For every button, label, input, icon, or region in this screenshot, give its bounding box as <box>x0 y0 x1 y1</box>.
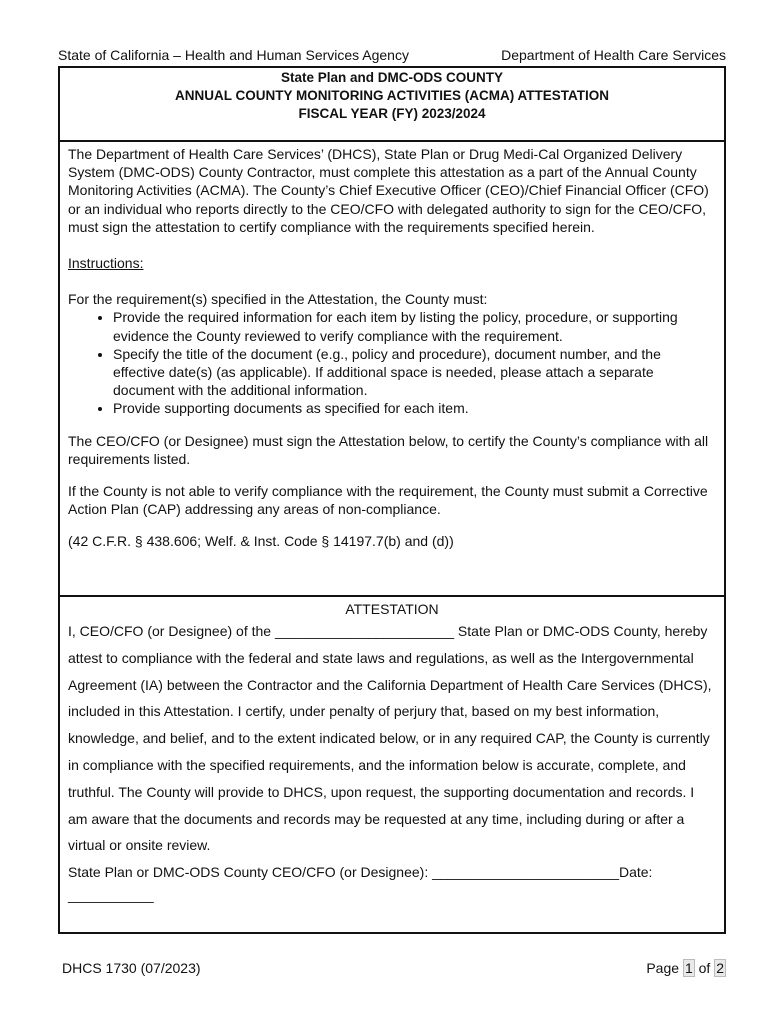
instructions-lead: For the requirement(s) specified in the Attestation, the County must: <box>68 291 488 308</box>
instructions-label: Instructions: <box>68 255 144 272</box>
legal-citation: (42 C.F.R. § 438.606; Welf. & Inst. Code § 14197.7(b) and (d)) <box>68 533 454 550</box>
page-of-label: of <box>698 960 711 976</box>
attestation-statement: I, CEO/CFO (or Designee) of the _______________________ State Plan or DMC-ODS County, hereby attest to compliance with the federal and state laws and regulations, as well as the Intergovernmental Agreement (IA) between the Contractor and the California Department of Health Care Services (DHCS), included in this Attestation. I certify, under penalty of perjury that, based on my best information, knowledge, and belief, and to the extent indicated below, or in any required CAP, the County is currently in compliance with the specified requirements, and the information below is accurate, complete, and truthful. The County will provide to DHCS, upon request, the supporting documentation and records. I am aware that the documents and records may be requested at any time, including during or after a virtual or onsite review. <box>68 623 712 854</box>
ceo-paragraph: The CEO/CFO (or Designee) must sign the Attestation below, to certify the County’s compliance with all requirements listed. <box>68 432 709 467</box>
intro-section <box>60 142 724 597</box>
department-name: Department of Health Care Services <box>501 47 726 63</box>
attestation-heading: ATTESTATION <box>345 601 439 617</box>
page-indicator <box>646 960 726 976</box>
title-line-1: State Plan and DMC-ODS COUNTY <box>280 70 504 85</box>
page-header <box>58 47 726 65</box>
form-title <box>60 68 724 142</box>
attestation-form <box>58 66 726 934</box>
title-line-2: ANNUAL COUNTY MONITORING ACTIVITIES (ACMA) ATTESTATION <box>175 88 609 103</box>
attestation-section <box>60 597 724 905</box>
list-item: • Provide supporting documents as specified for each item. <box>113 399 716 417</box>
current-page-field[interactable]: 1 <box>684 960 693 976</box>
instructions-list <box>68 308 716 417</box>
form-number: DHCS 1730 (07/2023) <box>62 960 201 976</box>
intro-paragraph: The Department of Health Care Services’ (DHCS), State Plan or Drug Medi-Cal Organized Delivery System (DMC-ODS) County Contractor, must complete this attestation as a part of the Annual County Monitoring Activities (ACMA). The County’s Chief Executive Officer (CEO)/Chief Financial Officer (CFO) or an individual who reports directly to the CEO/CFO with delegated authority to sign for the CEO/CFO, must sign the attestation to certify compliance with the requirements specified herein. <box>68 146 709 235</box>
date-line[interactable]: ___________ <box>68 887 154 904</box>
cap-paragraph: If the County is not able to verify compliance with the requirement, the County must submit a Corrective Action Plan (CAP) addressing any areas of non-compliance. <box>68 483 708 518</box>
agency-name: State of California – Health and Human Services Agency <box>58 47 409 63</box>
title-line-3: FISCAL YEAR (FY) 2023/2024 <box>298 106 486 121</box>
list-item: • Provide the required information for each item by listing the policy, procedure, or supporting evidence the County reviewed to verify compliance with the requirement. <box>113 308 716 344</box>
page-label: Page <box>646 960 680 976</box>
signature-line[interactable]: State Plan or DMC-ODS County CEO/CFO (or Designee): ________________________Date: <box>68 864 653 881</box>
total-pages-field: 2 <box>716 960 724 976</box>
list-item: • Specify the title of the document (e.g., policy and procedure), document number, and the effective date(s) (as applicable). If additional space is needed, please attach a separate document with the additional information. <box>113 345 716 400</box>
